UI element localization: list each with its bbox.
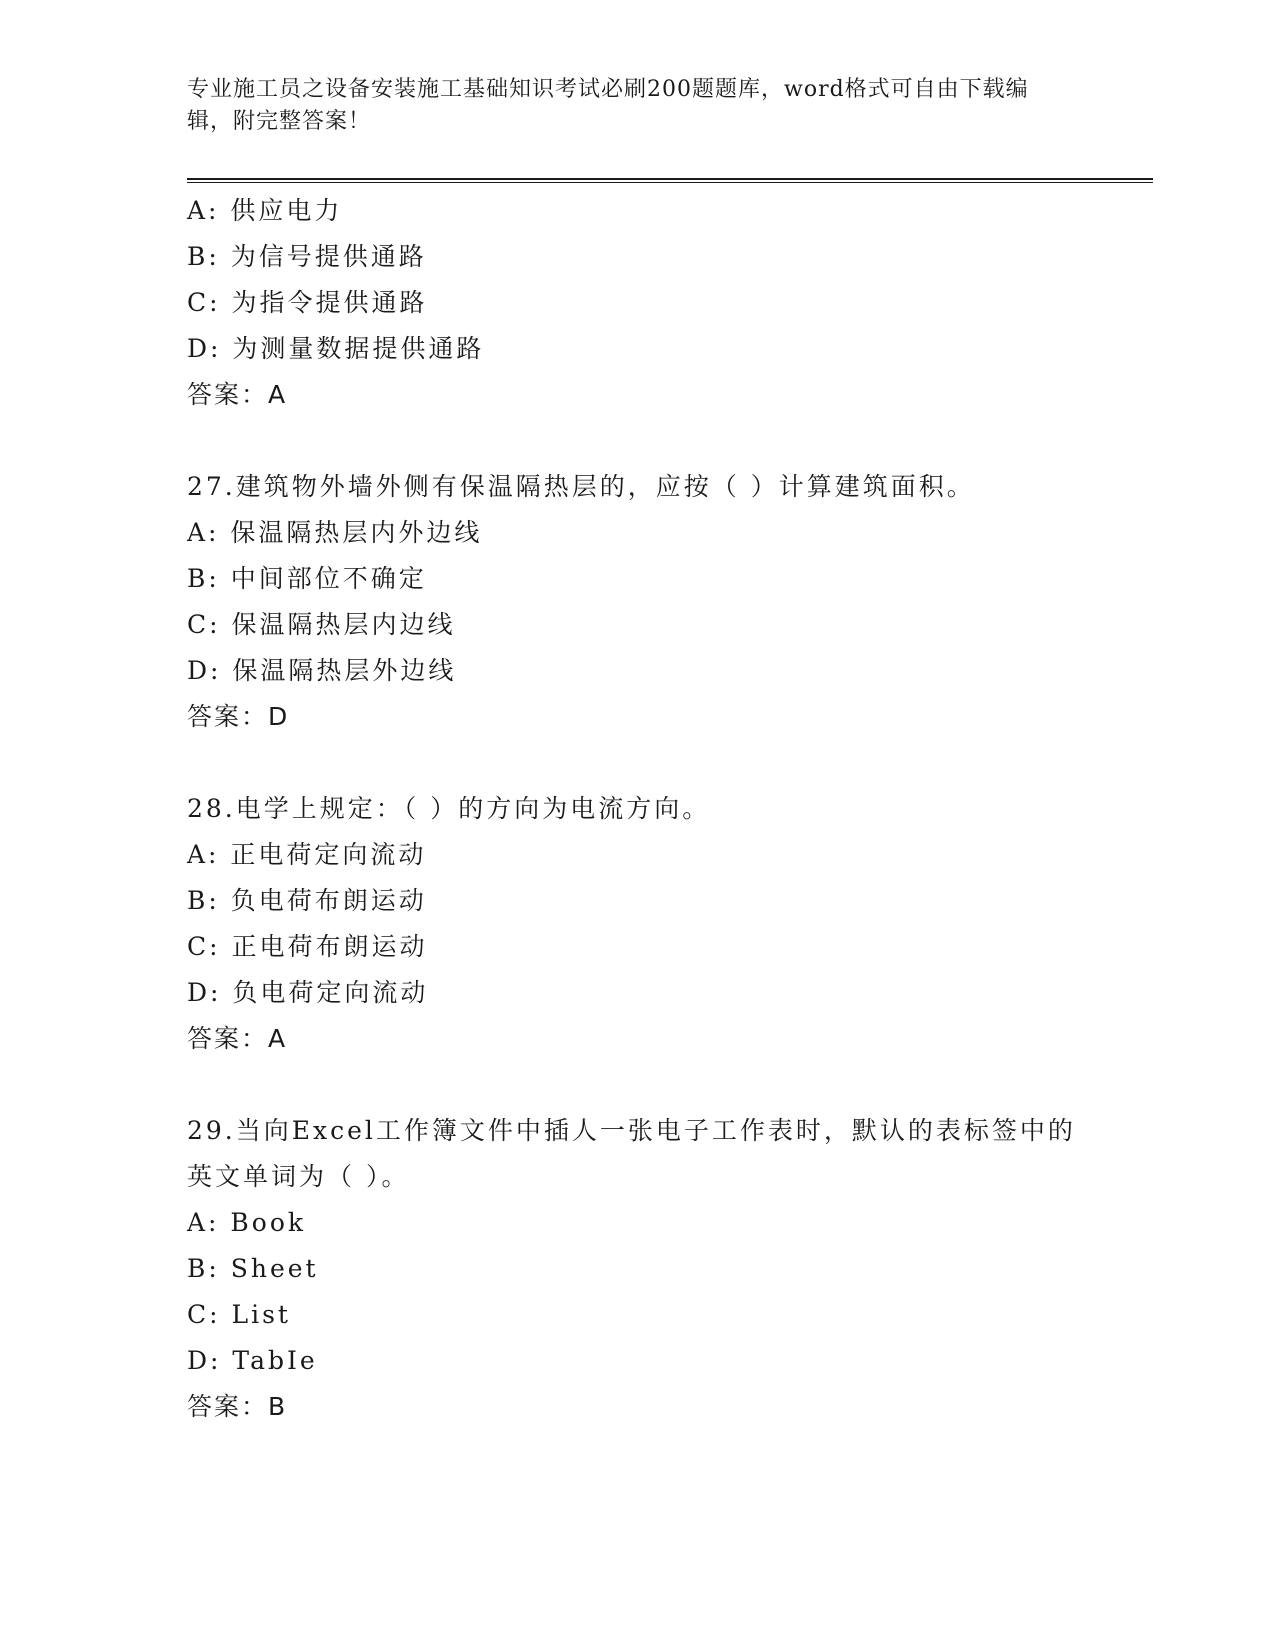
option-c: C: List — [187, 1300, 291, 1329]
option-c: C: 为指令提供通路 — [187, 288, 428, 317]
question-block-27 — [187, 464, 1153, 740]
option-d: D: 负电荷定向流动 — [187, 978, 429, 1007]
question-block-28 — [187, 786, 1153, 1062]
option-b: B: 中间部位不确定 — [187, 564, 427, 593]
option-b: B: 为信号提供通路 — [187, 242, 427, 271]
option-d: D: 为测量数据提供通路 — [187, 334, 485, 363]
option-a: A: 供应电力 — [187, 196, 343, 225]
answer-line: 答案：B — [187, 1392, 288, 1421]
option-c: C: 保温隔热层内边线 — [187, 610, 456, 639]
question-stem: 27.建筑物外墙外侧有保温隔热层的，应按（ ）计算建筑面积。 — [187, 472, 975, 501]
question-block-26-partial — [187, 188, 1153, 418]
option-d: D: TabIe — [187, 1346, 318, 1375]
option-a: A: 正电荷定向流动 — [187, 840, 427, 869]
answer-line: 答案：A — [187, 1024, 288, 1053]
document-header: 专业施工员之设备安装施工基础知识考试必刷200题题库，word格式可自由下载编辑，附完整答案！ — [187, 77, 1029, 134]
option-a: A: Book — [187, 1208, 307, 1237]
answer-line: 答案：D — [187, 702, 290, 731]
answer-line: 答案：A — [187, 380, 288, 409]
option-a: A: 保温隔热层内外边线 — [187, 518, 483, 547]
option-c: C: 正电荷布朗运动 — [187, 932, 428, 961]
question-stem: 29.当向Excel工作簿文件中插人一张电子工作表时，默认的表标签中的英文单词为（ ）。 — [187, 1116, 1076, 1191]
option-b: B: Sheet — [187, 1254, 319, 1283]
header-divider — [187, 178, 1153, 183]
question-list — [187, 188, 1153, 1430]
option-b: B: 负电荷布朗运动 — [187, 886, 427, 915]
question-block-29 — [187, 1108, 1153, 1430]
question-stem: 28.电学上规定：（ ）的方向为电流方向。 — [187, 794, 711, 823]
option-d: D: 保温隔热层外边线 — [187, 656, 457, 685]
